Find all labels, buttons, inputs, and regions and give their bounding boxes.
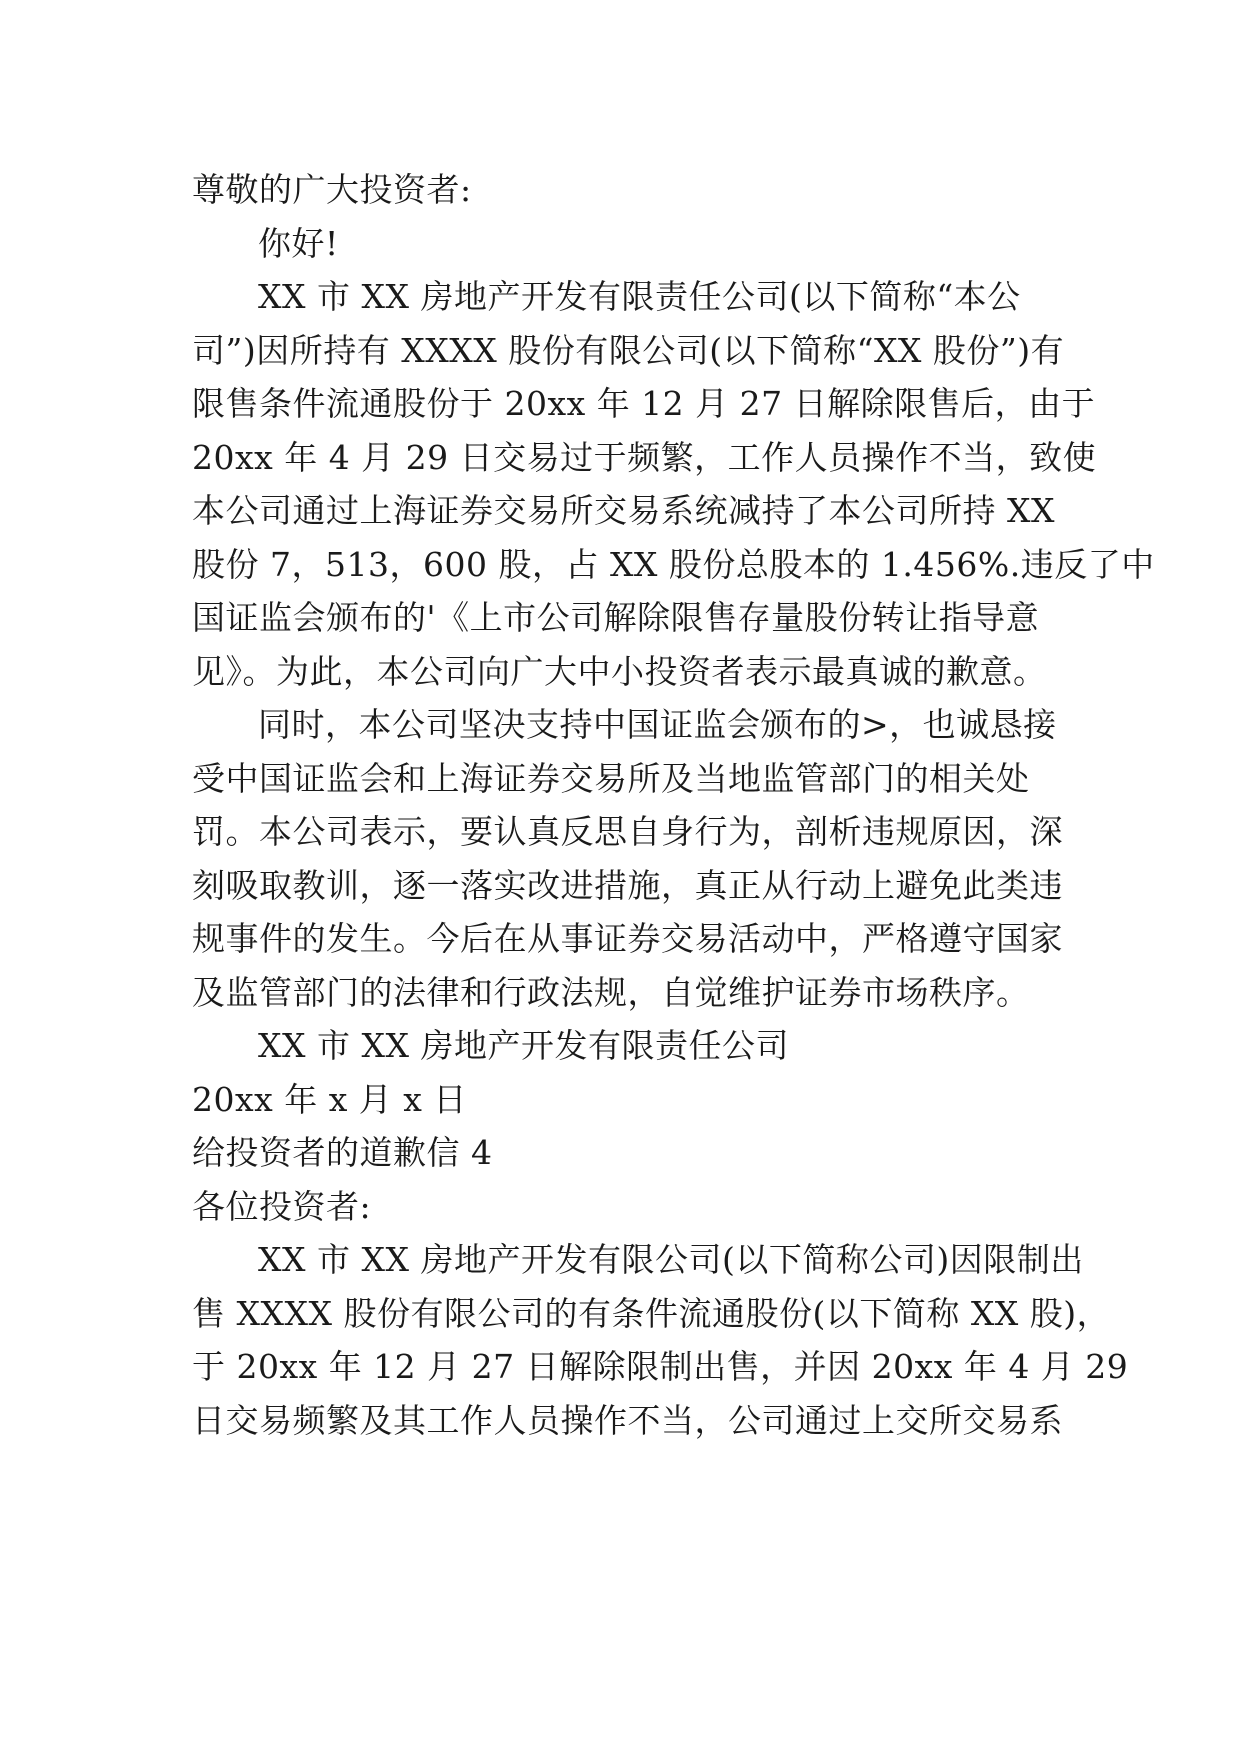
- paragraph-line: 罚。本公司表示，要认真反思自身行为，剖析违规原因，深: [192, 812, 1063, 851]
- greeting-line: 尊敬的广大投资者:: [192, 170, 472, 209]
- paragraph-line: 受中国证监会和上海证券交易所及当地监管部门的相关处: [192, 758, 1030, 798]
- hello-line: 你好!: [258, 223, 339, 263]
- paragraph-line: 日交易频繁及其工作人员操作不当，公司通过上交所交易系: [192, 1400, 1063, 1440]
- paragraph-line: XX 市 XX 房地产开发有限公司(以下简称公司)因限制出: [258, 1240, 1084, 1279]
- paragraph-line: 售 XXXX 股份有限公司的有条件流通股份(以下简称 XX 股)，: [192, 1293, 1111, 1333]
- greeting-line: 各位投资者:: [192, 1186, 372, 1226]
- paragraph-line: 刻吸取教训，逐一落实改进措施，真正从行动上避免此类违: [192, 865, 1063, 905]
- paragraph-line: 及监管部门的法律和行政法规，自觉维护证券市场秩序。: [192, 972, 1030, 1012]
- paragraph-line: 国证监会颁布的'《上市公司解除限售存量股份转让指导意: [192, 598, 1040, 637]
- date-line: 20xx 年 x 月 x 日: [192, 1079, 467, 1119]
- paragraph-line: 规事件的发生。今后在从事证券交易活动中，严格遵守国家: [192, 919, 1063, 958]
- paragraph-line: 于 20xx 年 12 月 27 日解除限制出售，并因 20xx 年 4 月 29: [192, 1347, 1129, 1386]
- paragraph-line: 限售条件流通股份于 20xx 年 12 月 27 日解除限售后，由于: [192, 384, 1096, 423]
- paragraph-line: 司”)因所持有 XXXX 股份有限公司(以下简称“XX 股份”)有: [192, 330, 1065, 370]
- paragraph-line: 本公司通过上海证券交易所交易系统减持了本公司所持 XX: [192, 491, 1055, 530]
- paragraph-line: 见》。为此，本公司向广大中小投资者表示最真诚的歉意。: [192, 651, 1047, 691]
- letter-title: 给投资者的道歉信 4: [192, 1133, 493, 1172]
- paragraph-line: XX 市 XX 房地产开发有限责任公司(以下简称“本公: [258, 277, 1021, 316]
- paragraph-line: 股份 7，513，600 股，占 XX 股份总股本的 1.456%.违反了中: [192, 544, 1155, 584]
- signature-line: XX 市 XX 房地产开发有限责任公司: [258, 1026, 789, 1065]
- paragraph-line: 20xx 年 4 月 29 日交易过于频繁，工作人员操作不当，致使: [192, 437, 1097, 477]
- paragraph-line: 同时，本公司坚决支持中国证监会颁布的>，也诚恳接: [258, 705, 1057, 744]
- letter-body: [192, 163, 1155, 1447]
